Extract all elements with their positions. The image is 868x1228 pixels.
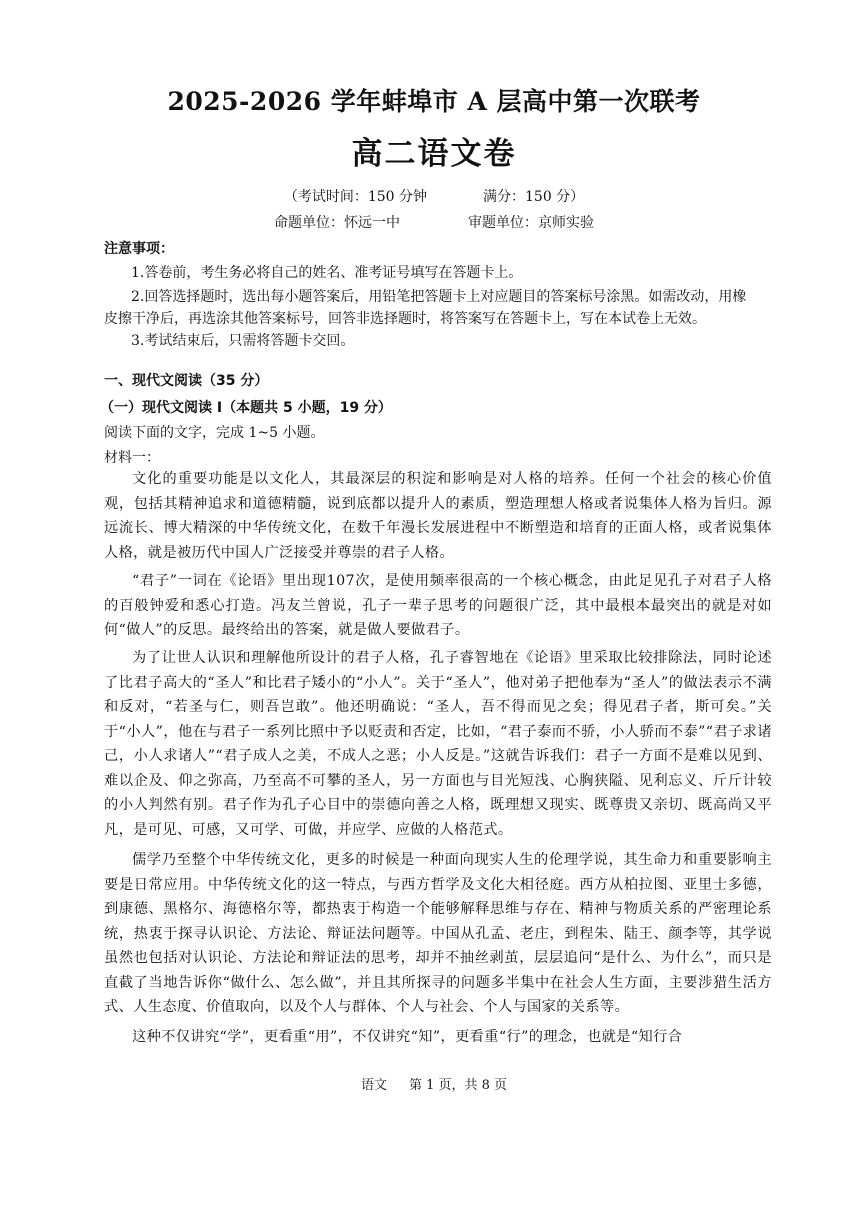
setter-unit: 命题单位：怀远一中: [274, 215, 400, 231]
notice-heading: 注意事项：: [104, 241, 174, 257]
passage-paragraph-3: 为了让世人认识和理解他所设计的君子人格，孔子睿智地在《论语》里采取比较排除法，同时论述了比君子高大的“圣人”和比君子矮小的“小人”。关于“圣人”，他对弟子把他奉为“圣人”的做法表示不满和反对，“若圣与仁，则吾岂敢”。他还明确说：“圣人，吾不得而见之矣；得见君子者，斯可矣。”关于“小人”，他在与君子一系列比照中予以贬责和否定，比如，“君子泰而不骄，小人骄而不泰”“君子求诸己，小人求诸人”“君子成人之美，不成人之恶；小人反是。”这就告诉我们：君子一方面不是难以见到、难以企及、仰之弥高，乃至高不可攀的圣人，另一方面也与目光短浅、心胸狭隘、见利忘义、斤斤计较的小人判然有别。君子作为孔子心目中的崇德向善之人格，既理想又现实、既尊贵又亲切、既高尚又平凡，是可见、可感，又可学、可做，并应学、应做的人格范式。: [104, 650, 772, 838]
reading-instruction: 阅读下面的文字，完成 1~5 小题。: [104, 425, 325, 441]
passage-paragraph-4: 儒学乃至整个中华传统文化，更多的时候是一种面向现实人生的伦理学说，其生命力和重要影响主要是日常应用。中华传统文化的这一特点，与西方哲学及文化大相径庭。西方从柏拉图、亚里士多德，到康德、黑格尔、海德格尔等，都热衷于构造一个能够解释思维与存在、精神与物质关系的严密理论系统，热衷于探寻认识论、方法论、辩证法问题等。中国从孔孟、老庄，到程朱、陆王、颜李等，其学说虽然也包括对认识论、方法论和辩证法的思考，却并不抽丝剥茧，层层追问“是什么、为什么”，而只是直截了当地告诉你“做什么、怎么做”，并且其所探寻的问题多半集中在社会人生方面，主要涉猎生活方式、人生态度、价值取向，以及个人与群体、个人与社会、个人与国家的关系等。: [104, 852, 772, 1015]
passage-paragraph-2: “君子”一词在《论语》里出现107次，是使用频率很高的一个核心概念，由此足见孔子对君子人格的百般钟爱和悉心打造。冯友兰曾说，孔子一辈子思考的问题很广泛，其中最根本最突出的就是对如何“做人”的反思。最终给出的答案，就是做人要做君子。: [104, 573, 772, 638]
exam-meta-units: [0, 212, 868, 232]
notice-item-2-continued: 皮擦干净后，再选涂其他答案标号，回答非选择题时，将答案写在答题卡上，写在本试卷上无效。: [104, 311, 706, 327]
notice-item-3: 3.考试结束后，只需将答题卡交回。: [131, 333, 355, 349]
passage-paragraph-1: 文化的重要功能是以文化人，其最深层的积淀和影响是对人格的培养。任何一个社会的核心价值观，包括其精神追求和道德精髓，说到底都以提升人的素质，塑造理想人格或者说集体人格为旨归。源远流长、博大精深的中华传统文化，在数千年漫长发展进程中不断塑造和培育的正面人格，或者说集体人格，就是被历代中国人广泛接受并尊崇的君子人格。: [104, 471, 772, 561]
notice-item-2: 2.回答选择题时，选出每小题答案后，用铅笔把答题卡上对应题目的答案标号涂黑。如需改动，用橡: [131, 289, 747, 305]
exam-meta-time-score: [0, 186, 868, 206]
page-footer: [0, 1074, 868, 1093]
subject-title: 高二语文卷: [351, 136, 517, 172]
notice-item-1: 1.答卷前，考生务必将自己的姓名、准考证号填写在答题卡上。: [131, 265, 523, 281]
footer-subject: 语文: [360, 1078, 387, 1093]
exam-title: 2025-2026 学年蚌埠市 A 层高中第一次联考: [167, 87, 701, 116]
exam-time: （考试时间：150 分钟: [283, 189, 427, 205]
exam-full-score: 满分：150 分）: [483, 189, 585, 205]
subsection-heading: （一）现代文阅读 I（本题共 5 小题，19 分）: [100, 400, 392, 416]
reviewer-unit: 审题单位：京师实验: [468, 215, 594, 231]
footer-page-number: 第 1 页，共 8 页: [408, 1078, 508, 1093]
section-heading: 一、现代文阅读（35 分）: [104, 373, 269, 389]
passage-paragraph-5: 这种不仅讲究“学”，更看重“用”，不仅讲究“知”，更看重“行”的理念，也就是“知行合: [132, 1029, 683, 1045]
material-label: 材料一：: [104, 450, 160, 466]
